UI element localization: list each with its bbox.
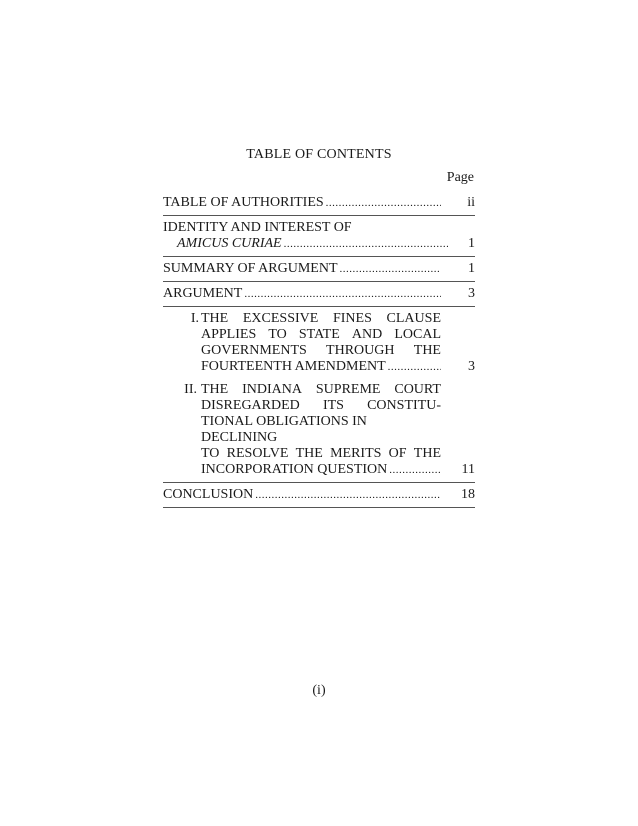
page-number-footer: (i) [312,683,326,698]
toc-entry-label: IDENTITY AND INTEREST OF [163,220,352,235]
page-column-heading: Page [446,170,474,185]
toc-entry-argument [163,282,475,307]
toc-subentry-line: TO RESOLVE THE MERITS OF THE [201,446,441,461]
toc-entry-page: 11 [461,462,475,477]
toc-entry-identity-and-interest [163,216,475,257]
dot-leader [244,286,441,302]
toc-entry-label: CONCLUSION [163,487,254,502]
dot-leader [340,261,441,277]
toc-subentry-label: INCORPORATION QUESTION [201,462,388,477]
toc-subentry-indiana-supreme-court [163,375,475,483]
dot-leader [388,359,441,375]
toc-entry-page: 3 [468,286,475,301]
dot-leader [255,487,441,503]
toc-entry-summary-of-argument [163,257,475,282]
toc-entry-page: 3 [468,359,475,374]
toc-subentry-number: II. [184,382,197,397]
toc-subentry-line: THE INDIANA SUPREME COURT [201,382,441,397]
dot-leader [326,195,441,211]
toc-entry-conclusion [163,483,475,508]
toc-title: TABLE OF CONTENTS [246,147,392,162]
toc-entry-label: ARGUMENT [163,286,243,301]
toc-entry-label-continued: AMICUS CURIAE [177,236,282,251]
toc-subentry-label: FOURTEENTH AMENDMENT [201,359,386,374]
toc-subentry-line: DISREGARDED ITS CONSTITU- [201,398,441,413]
toc-entry-label: SUMMARY OF ARGUMENT [163,261,338,276]
toc-subentry-excessive-fines [163,307,475,375]
toc-subentry-line: TIONAL OBLIGATIONS IN DECLINING [201,414,367,445]
toc-subentry-number: I. [190,311,199,326]
toc-entry-page: 1 [468,236,475,251]
toc-entry-label: TABLE OF AUTHORITIES [163,195,324,210]
toc-entry-page: ii [467,195,475,210]
toc-entry-page: 18 [461,487,475,502]
toc-entry-page: 1 [468,261,475,276]
dot-leader [284,236,448,252]
toc-subentry-line: THE EXCESSIVE FINES CLAUSE [201,311,441,326]
table-of-contents [163,191,475,508]
dot-leader [389,462,441,478]
toc-subentry-line: GOVERNMENTS THROUGH THE [201,343,441,358]
toc-entry-table-of-authorities [163,191,475,216]
toc-subentry-line: APPLIES TO STATE AND LOCAL [201,327,441,342]
